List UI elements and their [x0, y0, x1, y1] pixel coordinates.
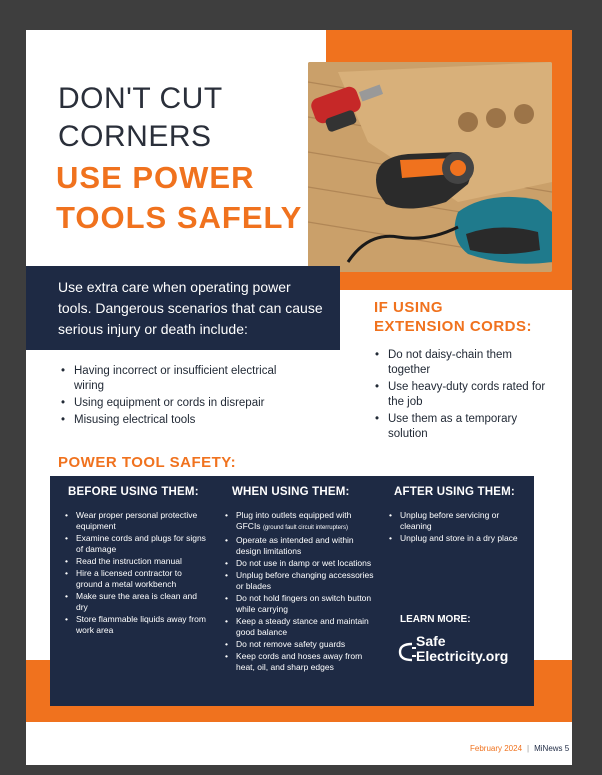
extension-cords-heading [374, 298, 532, 336]
footer-date: February 2024 [470, 744, 523, 753]
intro-panel [26, 266, 340, 350]
list-item: • Having incorrect or insufficient electrical wiring [58, 364, 302, 394]
safe-electricity-logo[interactable] [398, 634, 530, 664]
when-using-list [222, 510, 374, 674]
footer-publication: MiNews 5 [534, 744, 570, 753]
headline-line-4: TOOLS SAFELY [56, 200, 303, 235]
gfci-item-text: Plug into outlets equipped with GFCIs [236, 510, 352, 531]
intro-text: Use extra care when operating power tools. Dangerous scenarios that can cause serious injury or death include: [58, 279, 323, 337]
list-item: • Store flammable liquids away from work area [62, 614, 206, 636]
list-item: • Using equipment or cords in disrepair [58, 396, 302, 411]
headline-line-2: CORNERS [58, 120, 212, 153]
headline-line-1: DON'T CUT [58, 82, 223, 115]
power-tool-safety-heading: POWER TOOL SAFETY: [58, 454, 237, 471]
list-item: • Examine cords and plugs for signs of damage [62, 533, 206, 555]
logo-line-2: Electricity.org [416, 648, 509, 664]
list-item: • Keep cords and hoses away from heat, oil, and sharp edges [222, 651, 374, 673]
list-item: • Do not hold fingers on switch button while carrying [222, 593, 374, 615]
list-item: • Unplug before servicing or cleaning [386, 510, 526, 532]
logo-line-1: Safe [416, 633, 446, 649]
before-using-heading: BEFORE USING THEM: [68, 486, 199, 498]
after-using-list [386, 510, 526, 545]
page-footer [470, 744, 569, 753]
list-item: • Unplug before changing accessories or blades [222, 570, 374, 592]
list-item: • Misusing electrical tools [58, 413, 302, 428]
after-using-heading: AFTER USING THEM: [394, 486, 515, 498]
scenario-list [58, 364, 302, 430]
flyer-page [26, 30, 572, 765]
list-item: • Unplug and store in a dry place [386, 533, 526, 544]
list-item: • Use heavy-duty cords rated for the job [372, 380, 552, 410]
list-item: • Do not remove safety guards [222, 639, 374, 650]
footer-separator: | [527, 744, 530, 753]
list-item: • Use them as a temporary solution [372, 412, 552, 442]
list-item: • Read the instruction manual [62, 556, 206, 567]
extension-cord-list [372, 348, 552, 444]
list-item: • Do not use in damp or wet locations [222, 558, 374, 569]
safety-panel [50, 476, 534, 706]
plug-swoosh-icon [398, 640, 416, 662]
list-item: • Make sure the area is clean and dry [62, 591, 206, 613]
learn-more-label: LEARN MORE: [400, 614, 471, 625]
list-item: • Operate as intended and within design limitations [222, 535, 374, 557]
before-using-list [62, 510, 206, 637]
power-tools-illustration [308, 62, 552, 272]
list-item [222, 510, 374, 534]
list-item: • Wear proper personal protective equipment [62, 510, 206, 532]
list-item: • Hire a licensed contractor to ground a metal workbench [62, 568, 206, 590]
when-using-heading: WHEN USING THEM: [232, 486, 350, 498]
extension-cords-title-line-2: EXTENSION CORDS: [374, 318, 533, 335]
gfci-note: (ground fault circuit interrupters) [262, 525, 348, 531]
power-tools-photo [308, 62, 552, 272]
list-item: • Keep a steady stance and maintain good balance [222, 616, 374, 638]
extension-cords-title-line-1: IF USING [374, 299, 444, 316]
logo-wordmark [416, 634, 508, 664]
headline-line-3: USE POWER [56, 160, 255, 195]
list-item: • Do not daisy-chain them together [372, 348, 552, 378]
